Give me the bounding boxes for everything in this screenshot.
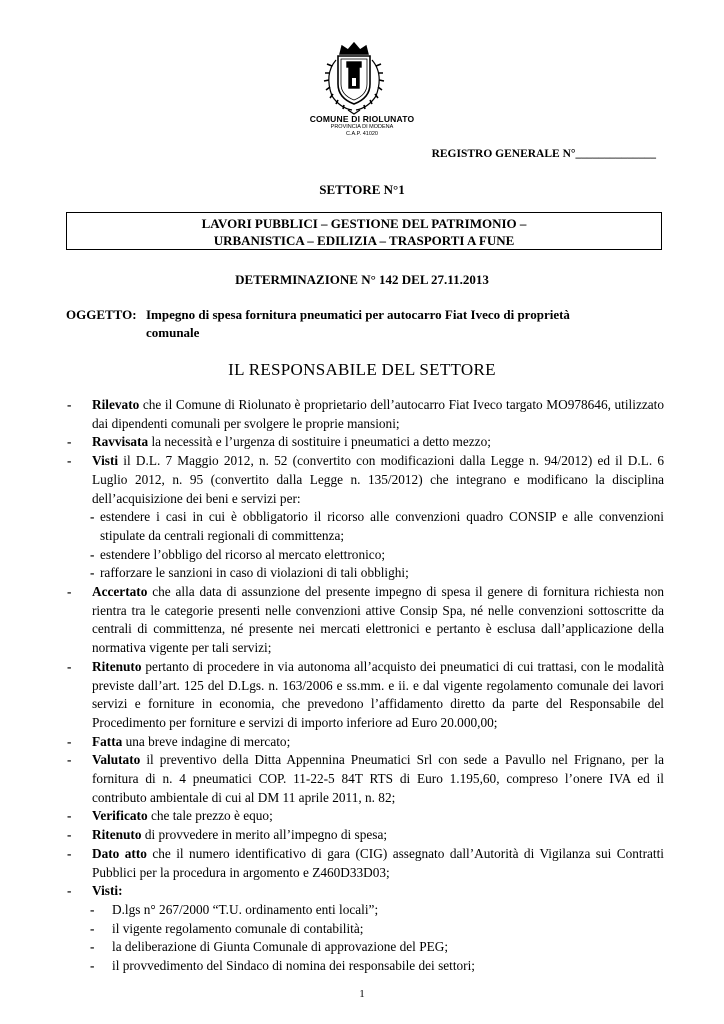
item-text: che tale prezzo è equo; (147, 808, 273, 824)
keyword: Visti: (92, 883, 123, 899)
comune-cap: C.A.P. 41020 (345, 131, 378, 137)
oggetto-block (66, 306, 662, 342)
oggetto-text-2: comunale (146, 325, 200, 340)
list-item-visti-2 (66, 882, 664, 901)
sector-box-line-1: LAVORI PUBBLICI – GESTIONE DEL PATRIMONIO – (201, 216, 527, 231)
sub-item (66, 938, 664, 957)
item-text: che il numero identificativo di gara (CIG) assegnato dall’Autorità di Vigilanza sui Contratti Pubblici per la procedura in argomento e Z460D33D03; (92, 845, 664, 880)
bullet-dash: - (90, 565, 95, 581)
sub-item (66, 957, 664, 976)
bullet-dash: - (67, 434, 72, 450)
comune-name: COMUNE DI RIOLUNATO (309, 114, 415, 124)
keyword: Verificato (92, 808, 148, 824)
list-item-fatta (66, 733, 664, 752)
item-text: il preventivo della Ditta Appennina Pneumatici Srl con sede a Pavullo nel Frignano, per la fornitura di n. 4 pneumatici COP. 11-22-5 84T RTS di Euro 1.195,60, compreso l’onere IVA ed il contributo ambientale di cui al DM 11 aprile 2011, n. 82; (92, 752, 664, 805)
list-item-ritenuto-2 (66, 826, 664, 845)
bullet-dash: - (67, 733, 72, 749)
list-item-ritenuto (66, 658, 664, 733)
item-text: che il Comune di Riolunato è proprietario dell’autocarro Fiat Iveco targato MO978646, utilizzato dai dipendenti comunali per svolgere le proprie mansioni; (92, 397, 664, 431)
sub-item-text: rafforzare le sanzioni in caso di violazioni di tali obblighi; (100, 565, 409, 581)
sub-item (66, 901, 664, 920)
section-heading: IL RESPONSABILE DEL SETTORE (228, 360, 496, 379)
keyword: Visti (92, 453, 119, 469)
document-body (66, 396, 664, 976)
bullet-dash: - (67, 453, 72, 469)
bullet-dash: - (67, 808, 72, 824)
sub-item (66, 546, 664, 565)
list-item-ravvisata (66, 433, 664, 452)
comune-crest-logo (318, 40, 390, 116)
keyword: Ravvisata (92, 434, 149, 450)
sub-item-text: estendere l’obbligo del ricorso al mercato elettronico; (100, 546, 386, 562)
bullet-dash: - (90, 939, 95, 955)
comune-provincia: PROVINCIA DI MODENA (330, 124, 394, 130)
registro-generale: REGISTRO GENERALE N°______________ (431, 148, 656, 160)
item-text: il D.L. 7 Maggio 2012, n. 52 (convertito con modificazioni dalla Legge n. 94/2012) ed il D.L. 6 Luglio 2012, n. 95 (convertito dalla Legge n. 135/2012) che integrano e modificano la disciplina dell’acquisizione dei beni e servizi per: (92, 453, 664, 506)
settore-title: SETTORE N°1 (319, 182, 405, 197)
bullet-dash: - (67, 827, 72, 843)
sector-box-line-2: URBANISTICA – EDILIZIA – TRASPORTI A FUNE (213, 233, 515, 248)
bullet-dash: - (67, 584, 72, 600)
list-item-valutato (66, 751, 664, 807)
sub-item-text: la deliberazione di Giunta Comunale di approvazione del PEG; (112, 939, 449, 955)
keyword: Accertato (92, 584, 148, 600)
bullet-dash: - (90, 546, 95, 562)
item-text: la necessità e l’urgenza di sostituire i pneumatici a detto mezzo; (148, 434, 491, 450)
bullet-dash: - (90, 901, 95, 917)
item-text: pertanto di procedere in via autonoma all’acquisto dei pneumatici di cui trattasi, con le modalità previste dall’art. 125 del D.Lgs. n. 163/2006 e ss.mm. e ii. e dal vigente regolamento comunale dei lavori servizi e forniture in economia, che prevedono l’affidamento diretto da parte del Responsabile del Procedimento per forniture e servizi di importo inferiore ad Euro 20.000,00; (92, 658, 664, 730)
list-item-dato-atto (66, 845, 664, 882)
bullet-dash: - (67, 752, 72, 768)
list-item-accertato (66, 583, 664, 658)
item-text: una breve indagine di mercato; (122, 733, 291, 749)
sub-item (66, 564, 664, 583)
bullet-dash: - (90, 958, 95, 974)
keyword: Ritenuto (92, 658, 142, 674)
bullet-dash: - (67, 658, 72, 674)
sector-box (66, 212, 662, 250)
item-text: che alla data di assunzione del presente impegno di spesa il genere di fornitura richiesta non rientra tra le categorie presenti nelle convenzioni attive Consip Spa, né nelle convenzioni sottoscritte da centrali di committenza, né presente nei mercati elettronici e pertanto è esclusa dall’applicazione della normativa vigente per tali servizi; (92, 584, 664, 656)
list-item-visti (66, 452, 664, 508)
keyword: Dato atto (92, 845, 147, 861)
bullet-dash: - (90, 509, 95, 525)
bullet-dash: - (67, 397, 72, 412)
sub-item-text: il provvedimento del Sindaco di nomina dei responsabile dei settori; (112, 958, 476, 974)
keyword: Fatta (92, 733, 123, 749)
bullet-dash: - (67, 883, 72, 899)
keyword: Rilevato (92, 397, 140, 412)
determinazione-title: DETERMINAZIONE N° 142 DEL 27.11.2013 (235, 272, 489, 287)
bullet-dash: - (90, 920, 95, 936)
sub-item-text: il vigente regolamento comunale di contabilità; (112, 920, 364, 936)
sub-item (66, 508, 664, 545)
keyword: Ritenuto (92, 827, 142, 843)
oggetto-label: OGGETTO: (66, 307, 137, 322)
bullet-dash: - (67, 845, 72, 861)
sub-item-text: D.lgs n° 267/2000 “T.U. ordinamento enti locali”; (112, 901, 379, 917)
sub-item-text: estendere i casi in cui è obbligatorio il ricorso alle convenzioni quadro CONSIP e alle convenzioni stipulate da centrali regionali di committenza; (100, 509, 664, 543)
page-number: 1 (359, 988, 365, 1000)
item-text: di provvedere in merito all’impegno di spesa; (141, 827, 388, 843)
list-item-verificato (66, 807, 664, 826)
list-item-rilevato (66, 396, 664, 433)
keyword: Valutato (92, 752, 141, 768)
sub-item (66, 920, 664, 939)
oggetto-text-1: Impegno di spesa fornitura pneumatici per autocarro Fiat Iveco di proprietà (146, 307, 570, 322)
